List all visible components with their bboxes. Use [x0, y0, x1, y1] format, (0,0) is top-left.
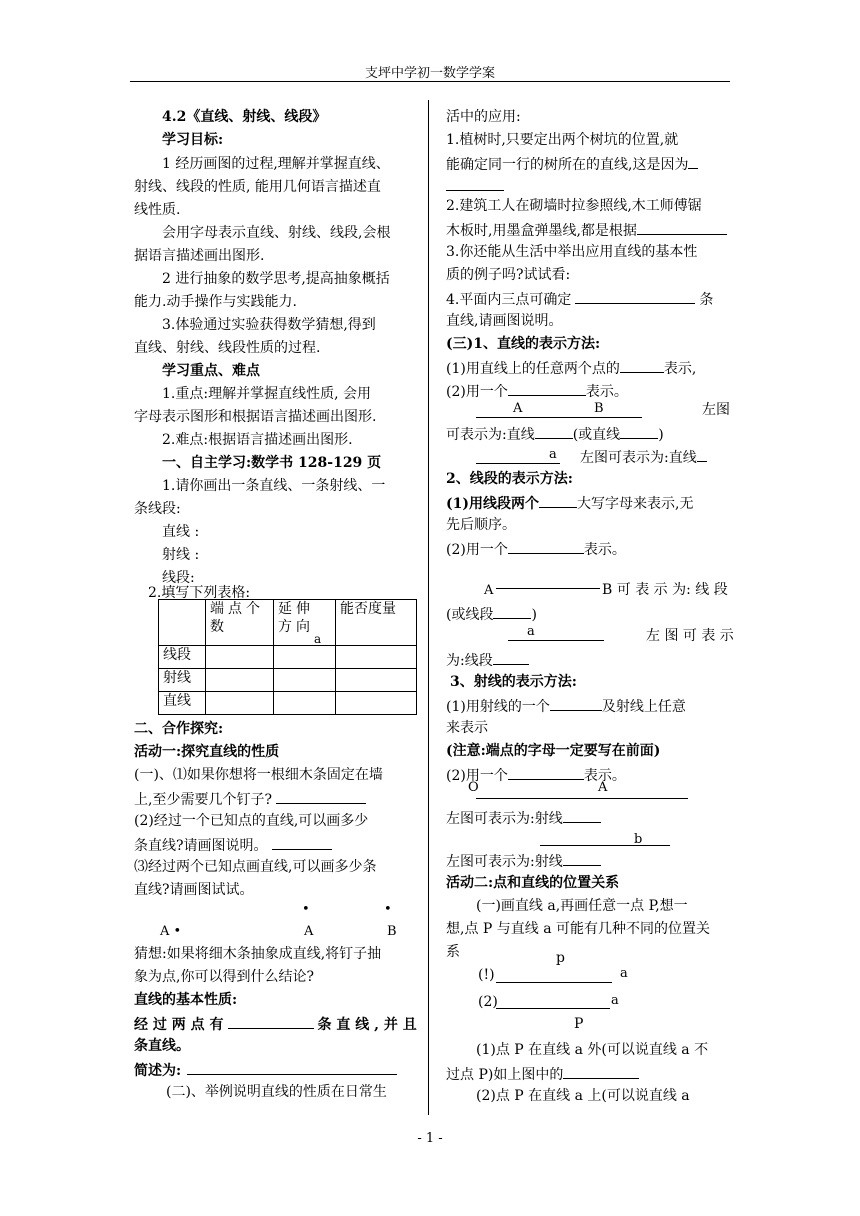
table-header-label: 延伸方向 [278, 601, 314, 635]
ray-label: 射线 : [162, 547, 200, 563]
answer-blank[interactable] [187, 1060, 397, 1075]
page-number: - 1 - [417, 1131, 443, 1146]
goal-text: 射线、线段的性质, 能用几何语言描述直 [134, 179, 381, 195]
body-text [446, 808, 601, 828]
goal-text: 会用字母表示直线、射线、线段,会根 [162, 225, 391, 241]
answer-blank[interactable] [508, 381, 586, 396]
page-header: 支坪中学初一数学学案 [364, 66, 495, 81]
body-text-span: (1)用直线上的任意两个点的 [446, 361, 620, 377]
property-heading: 直线的基本性质: [134, 992, 238, 1008]
key-text: 字母表示图形和根据语言描述画出图形. [134, 409, 377, 425]
body-text-span: (1)用线段两个 [446, 496, 539, 512]
table-cell[interactable] [336, 669, 417, 692]
line-label-letter: a [549, 447, 557, 462]
point-label: A [484, 583, 494, 598]
case-label: (!) [478, 967, 495, 983]
body-text: 直线,请画图说明。 [446, 313, 563, 329]
body-text: 质的例子吗?试试看: [446, 267, 571, 283]
body-text: B 可 表 示 为: 线 段 [602, 582, 728, 598]
question-text: ⑶经过两个已知点画直线,可以画多少条 [134, 859, 377, 875]
table-cell[interactable] [206, 669, 274, 692]
answer-blank[interactable] [272, 835, 332, 850]
lesson-title: 4.2《直线、射线、线段》 [162, 109, 327, 125]
answer-blank[interactable] [563, 808, 601, 823]
body-text [446, 696, 686, 716]
point-label: A [513, 401, 523, 416]
point-letter: A [160, 924, 170, 939]
answer-blank[interactable] [575, 289, 695, 304]
body-text: 左图 [702, 402, 730, 418]
coop-heading: 二、合作探究: [134, 721, 224, 737]
segment-label: 线段: [162, 570, 195, 586]
segment-figure [508, 640, 604, 641]
body-text-span: 表示。 [585, 384, 628, 400]
case-label: (2) [478, 994, 498, 1010]
body-text [446, 604, 537, 624]
body-text: (一)画直线 a,再画任意一点 P,想一 [476, 898, 688, 914]
body-text-span: ) [531, 607, 537, 623]
table-cell[interactable] [274, 646, 336, 669]
dot-mark: • [302, 902, 310, 917]
body-text-span: 表示。 [583, 542, 626, 558]
line-figure [476, 417, 642, 418]
answer-blank[interactable] [535, 424, 573, 439]
answer-blank[interactable] [620, 358, 664, 373]
table-header-cell [274, 600, 336, 646]
answer-blank[interactable] [228, 1014, 314, 1029]
stray-label: a [314, 632, 322, 646]
body-text-span: 表示, [663, 361, 697, 377]
activity2-heading: 活动二:点和直线的位置关系 [446, 875, 620, 891]
part2-text: (二)、举例说明直线的性质在日常生 [166, 1084, 387, 1100]
body-text-span: (2)用一个 [446, 768, 508, 784]
segment-figure [496, 588, 600, 589]
answer-blank[interactable] [637, 220, 727, 235]
question-text-span: 条直线?请画图说明。 [134, 838, 268, 854]
point-label: O [468, 780, 479, 795]
body-text-span: 左图可表示为:射线 [446, 854, 563, 870]
body-text: 1.植树时,只要定出两个树坑的位置,就 [446, 132, 679, 148]
answer-blank[interactable] [688, 154, 698, 169]
table-cell[interactable] [206, 692, 274, 715]
answer-blank[interactable] [446, 190, 504, 191]
body-text-span: 木板时,用墨盒弹墨线,都是根据 [446, 223, 637, 239]
question-text: (2)经过一个已知点的直线,可以画多少 [134, 813, 369, 829]
brief-label: 简述为: [134, 1063, 182, 1079]
body-text-span: (或直线 [572, 427, 621, 443]
body-text: 系 [446, 944, 460, 960]
body-text [446, 424, 664, 444]
body-text-span: 可表示为:直线 [446, 427, 535, 443]
guess-text: 象为点,你可以得到什么结论? [134, 969, 314, 985]
answer-blank[interactable] [620, 424, 658, 439]
property-text: 条直线。 [134, 1038, 190, 1054]
body-text: (2)点 P 在直线 a 上(可以说直线 a [476, 1088, 690, 1104]
section-heading: 2、线段的表示方法: [446, 471, 573, 487]
property-table [158, 599, 417, 715]
point-label: B [594, 401, 604, 416]
question-text-span: 上,至少需要几个钉子? [134, 792, 272, 808]
body-text: 活中的应用: [446, 109, 521, 125]
goal-text: 1 经历画图的过程,理解并掌握直线、 [162, 156, 390, 172]
goal-text: 直线、射线、线段性质的过程. [134, 340, 321, 356]
body-text: 先后顺序。 [446, 517, 516, 533]
question-text: (一)、⑴如果你想将一根细木条固定在墙 [134, 767, 383, 783]
body-text [446, 381, 628, 401]
body-text-span: 大写字母来表示,无 [577, 496, 694, 512]
ray-figure [540, 845, 670, 846]
table-row-label: 射线 [159, 669, 206, 692]
column-divider [428, 100, 429, 1115]
question-text: 1.请你画出一条直线、一条射线、一 [162, 478, 386, 494]
property-text [134, 1014, 417, 1034]
point-label: P [574, 1016, 584, 1032]
body-text-span: 4.平面内三点可确定 [446, 292, 572, 308]
answer-blank[interactable] [508, 539, 584, 554]
table-cell[interactable] [336, 646, 417, 669]
body-text-span: 过点 P)如上图中的 [446, 1067, 564, 1083]
body-text [446, 851, 601, 871]
line-label-letter: a [620, 966, 628, 981]
body-text [446, 289, 713, 309]
table-cell[interactable] [274, 692, 336, 715]
body-text: (1)点 P 在直线 a 外(可以说直线 a 不 [476, 1042, 709, 1058]
table-header-cell: 端点个数 [206, 600, 274, 646]
body-text [446, 154, 698, 174]
key-heading: 学习重点、难点 [162, 363, 260, 379]
point-label: B [387, 924, 397, 939]
line-label-letter: a [611, 993, 619, 1008]
property-text-span: 条 直 线 , 并 且 [317, 1017, 417, 1033]
body-text-span: 左图可表示为:射线 [446, 811, 563, 827]
brief-text [134, 1060, 397, 1080]
line-figure [496, 1008, 610, 1009]
answer-blank[interactable] [550, 696, 602, 711]
body-text [446, 1064, 639, 1084]
body-text [446, 358, 696, 378]
answer-blank[interactable] [563, 1064, 639, 1079]
table-header-cell: 能否度量 [336, 600, 417, 646]
question-text [134, 835, 332, 855]
header-rule [130, 81, 730, 82]
goal-text: 据语言描述画出图形. [134, 248, 265, 264]
body-text-span: 条 [699, 292, 714, 308]
body-text-span: 能确定同一行的树所在的直线,这是因为 [446, 157, 689, 173]
question-text: 2.填写下列表格: [148, 585, 251, 601]
answer-blank[interactable] [539, 493, 577, 508]
point-label: A [304, 924, 314, 939]
goal-text: 能力.动手操作与实践能力. [134, 294, 297, 310]
self-study-heading: 一、自主学习:数学书 128-129 页 [162, 455, 382, 471]
body-text-span: (2)用一个 [446, 384, 508, 400]
body-text [580, 447, 707, 467]
note-text: (注意:端点的字母一定要写在前面) [446, 743, 661, 759]
question-text: 直线?请画图试试。 [134, 882, 254, 898]
property-text-span: 经 过 两 点 有 [134, 1017, 224, 1033]
table-cell[interactable] [274, 669, 336, 692]
activity1-heading: 活动一:探究直线的性质 [134, 744, 280, 760]
body-text [446, 539, 626, 559]
body-text [446, 493, 693, 513]
table-header-cell [159, 600, 206, 646]
table-row [159, 692, 417, 715]
section-heading: (三)1、直线的表示方法: [446, 336, 601, 352]
line-figure [496, 982, 612, 983]
body-text: 3.你还能从生活中举出应用直线的基本性 [446, 244, 698, 260]
body-text-span: 左图可表示为:直线 [580, 450, 697, 466]
goal-text: 线性质. [134, 202, 181, 218]
point-label: p [556, 950, 565, 966]
body-text: 2.建筑工人在砌墙时拉参照线,木工师傅锯 [446, 198, 702, 214]
body-text: 来表示 [446, 720, 488, 736]
dot-mark: • [384, 902, 392, 917]
body-text-span: (1)用射线的一个 [446, 699, 550, 715]
goal-text: 3.体验通过实验获得数学猜想,得到 [162, 317, 376, 333]
ray-label-letter: b [634, 832, 643, 847]
section-heading: 3、射线的表示方法: [450, 674, 577, 690]
key-text: 2.难点:根据语言描述画出图形. [162, 432, 353, 448]
body-text-span: ) [658, 427, 664, 443]
point-label: A • [160, 924, 182, 939]
answer-blank[interactable] [493, 650, 529, 665]
question-text [134, 789, 366, 809]
point-label: A [598, 780, 608, 795]
answer-blank[interactable] [493, 604, 531, 619]
body-text-span: (或线段 [446, 607, 494, 623]
body-text: 想,点 P 与直线 a 可能有几种不同的位置关 [446, 921, 711, 937]
table-row-label: 线段 [159, 646, 206, 669]
body-text-span: (2)用一个 [446, 542, 508, 558]
key-text: 1.重点:理解并掌握直线性质, 会用 [162, 386, 371, 402]
body-text [446, 650, 529, 670]
table-row-label: 直线 [159, 692, 206, 715]
table-row [159, 646, 417, 669]
body-text-span: 及射线上任意 [601, 699, 686, 715]
question-text: 条线段: [134, 501, 181, 517]
answer-blank[interactable] [563, 851, 601, 866]
table-cell[interactable] [206, 646, 274, 669]
ray-figure [476, 798, 688, 799]
body-text-span: 表示。 [583, 768, 626, 784]
body-text-span: 为:线段 [446, 653, 493, 669]
line-label: 直线 : [162, 524, 200, 540]
body-text [446, 220, 727, 240]
goals-heading: 学习目标: [162, 132, 224, 148]
answer-blank[interactable] [697, 447, 707, 462]
line-figure [476, 463, 560, 464]
answer-blank[interactable] [508, 765, 584, 780]
body-text: 左 图 可 表 示 [646, 628, 734, 644]
goal-text: 2 进行抽象的数学思考,提高抽象概括 [162, 271, 390, 287]
table-row [159, 669, 417, 692]
answer-blank[interactable] [276, 789, 366, 804]
segment-label-letter: a [527, 624, 535, 639]
guess-text: 猜想:如果将细木条抽象成直线,将钉子抽 [134, 946, 382, 962]
table-cell[interactable] [336, 692, 417, 715]
